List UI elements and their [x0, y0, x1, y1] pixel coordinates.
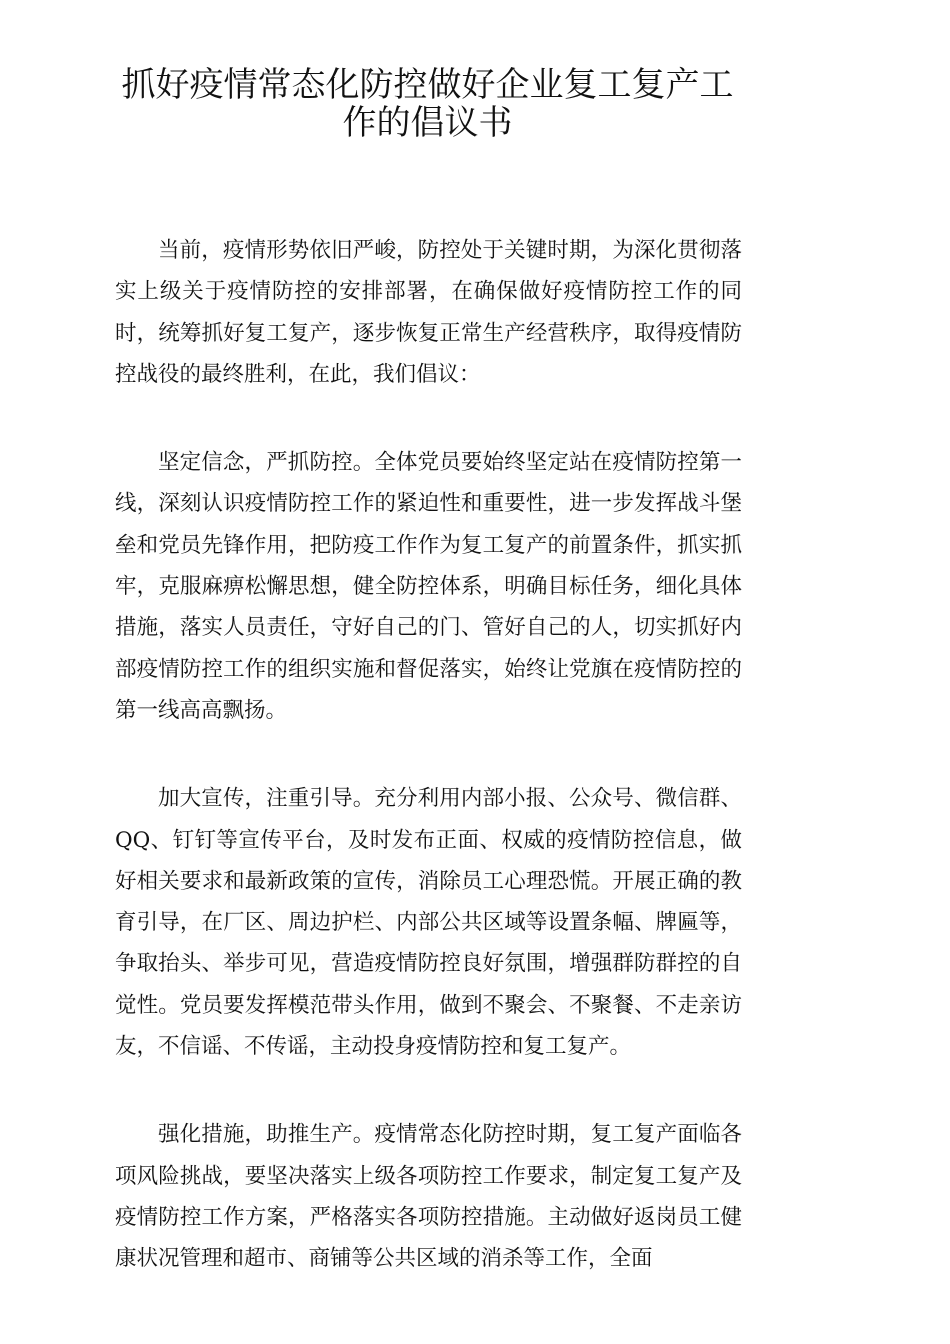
- paragraph-publicity: 加大宣传，注重引导。充分利用内部小报、公众号、微信群、QQ、钉钉等宣传平台，及时发布正面、权威的疫情防控信息，做好相关要求和最新政策的宣传，消除员工心理恐慌。开展正确的教育引导，在厂区、周边护栏、内部公共区域等设置条幅、牌匾等，争取抬头、举步可见，营造疫情防控良好氛围，增强群防群控的自觉性。党员要发挥模范带头作用，做到不聚会、不聚餐、不走亲访友，不信谣、不传谣，主动投身疫情防控和复工复产。: [115, 786, 742, 1060]
- document-title: 抓好疫情常态化防控做好企业复工复产工作的倡议书: [121, 65, 734, 143]
- paragraph-measures: 强化措施，助推生产。疫情常态化防控时期，复工复产面临各项风险挑战，要坚决落实上级各项防控工作要求，制定复工复产及疫情防控工作方案，严格落实各项防控措施。主动做好返岗员工健康状况管理和超市、商铺等公共区域的消杀等工作，全面: [115, 1122, 742, 1272]
- paragraph-firm-belief: 坚定信念，严抓防控。全体党员要始终坚定站在疫情防控第一线，深刻认识疫情防控工作的紧迫性和重要性，进一步发挥战斗堡垒和党员先锋作用，把防疫工作作为复工复产的前置条件，抓实抓牢，克服麻痹松懈思想，健全防控体系，明确目标任务，细化具体措施，落实人员责任，守好自己的门、管好自己的人，切实抓好内部疫情防控工作的组织实施和督促落实，始终让党旗在疫情防控的第一线高高飘扬。: [115, 450, 742, 723]
- document-body: [115, 230, 742, 1327]
- paragraph-intro: 当前，疫情形势依旧严峻，防控处于关键时期，为深化贯彻落实上级关于疫情防控的安排部署，在确保做好疫情防控工作的同时，统筹抓好复工复产，逐步恢复正常生产经营秩序，取得疫情防控战役的最终胜利，在此，我们倡议：: [115, 238, 742, 387]
